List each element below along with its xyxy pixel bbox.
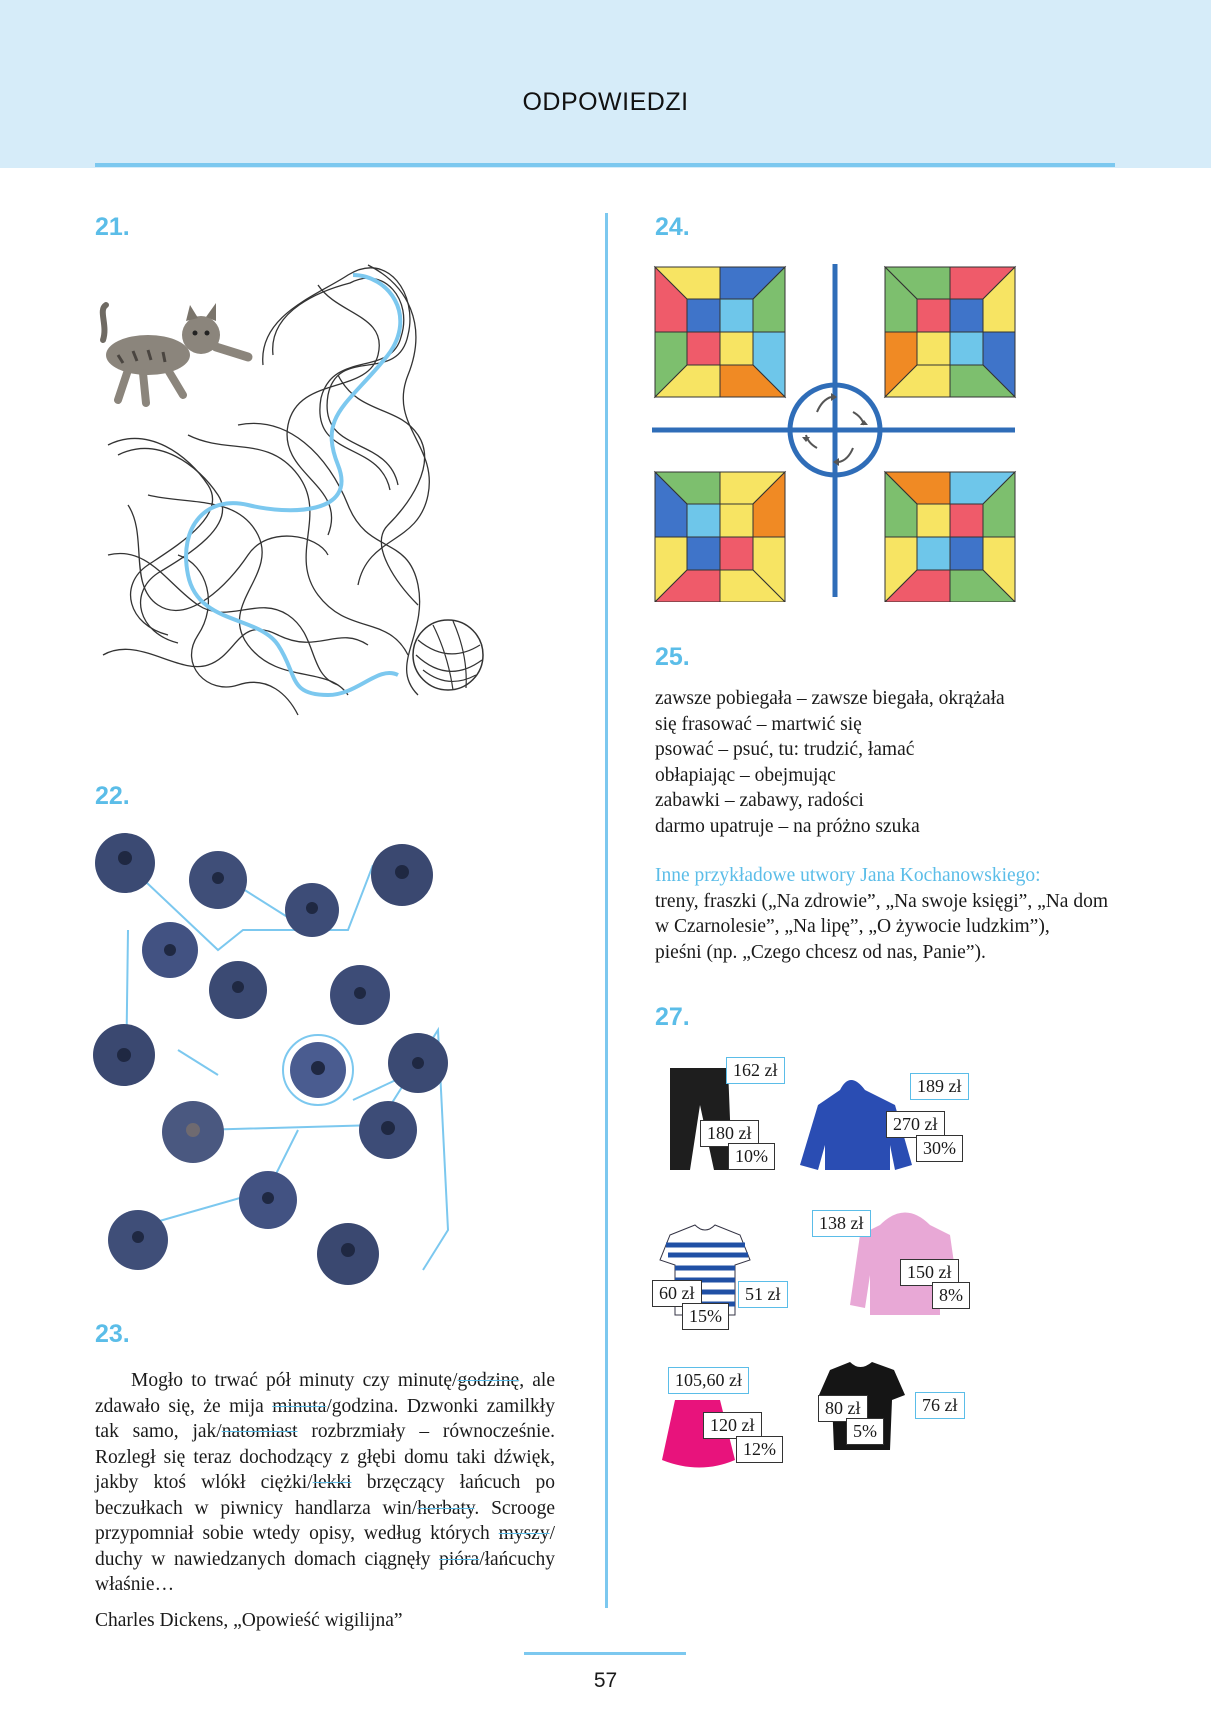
text-span: / duchy w nawiedzanych domach ciągnęły	[95, 1523, 555, 1570]
pants-answer-tag: 162 zł	[726, 1057, 785, 1084]
skirt-answer-tag: 105,60 zł	[668, 1367, 749, 1394]
text-span: , ale zdawało się, że mija	[95, 1370, 555, 1417]
q25-line: się frasować – martwić się	[655, 713, 862, 735]
footer-rule	[524, 1652, 686, 1655]
question-number-27: 27.	[655, 1003, 690, 1031]
text-span: Mogło to trwać pół minuty czy minutę/	[131, 1370, 458, 1391]
text-span: /łańcuchy właśnie…	[95, 1548, 555, 1595]
square-bottom-right	[885, 472, 1015, 602]
crossed-word: myszy	[498, 1523, 550, 1544]
question-number-25: 25.	[655, 643, 690, 671]
jacket-discount-tag: 30%	[916, 1135, 963, 1162]
crossed-word: herbaty	[417, 1497, 475, 1519]
question-number-21: 21.	[95, 213, 130, 241]
hoodie-answer-tag: 138 zł	[812, 1210, 871, 1237]
skirt-discount-tag: 12%	[736, 1436, 783, 1463]
hoodie-price-tag: 150 zł	[900, 1259, 959, 1286]
crossed-word: natomiast	[221, 1421, 298, 1442]
pants-price-tag: 180 zł	[700, 1120, 759, 1147]
page-header	[0, 0, 1211, 168]
q23-paragraph	[95, 1368, 555, 1598]
jacket-answer-tag: 189 zł	[910, 1073, 969, 1100]
q25-examples-line: treny, fraszki („Na zdrowie”, „Na swoje księgi”, „Na dom	[655, 890, 1109, 912]
text-span: brzęczący łańcuch po beczułkach w piwnicy handlarza win/	[95, 1472, 555, 1519]
hoodie-discount-tag: 8%	[932, 1282, 970, 1309]
q25-examples-line: w Czarnolesie”, „Na lipę”, „O żywocie ludzkim”),	[655, 916, 1050, 937]
text-span: /godzina. Dzwonki zamilkły tak samo, jak/	[95, 1395, 555, 1442]
tshirt-answer-tag: 51 zł	[738, 1281, 788, 1308]
pants-icon	[670, 1068, 732, 1170]
maze-tangle	[103, 265, 429, 715]
square-bottom-left	[655, 472, 785, 602]
q23-passage	[95, 1368, 555, 1598]
q25-line: obłapiając – obejmując	[655, 764, 836, 786]
text-span: rozbrzmiały – równocześnie. Rozległ się teraz dochodzący z głębi domu taki dźwięk, jakby ktoś wlókł ciężki/	[95, 1421, 555, 1493]
question-number-23: 23.	[95, 1320, 130, 1348]
q25-line: darmo upatruje – na próżno szuka	[655, 815, 920, 837]
text-span: . Scrooge przypomniał sobie wtedy opisy, według których	[95, 1497, 555, 1544]
q25-line: psować – psuć, tu: trudzić, łamać	[655, 739, 915, 760]
crossed-word: godzinę	[457, 1370, 520, 1391]
blueberries-illustration	[88, 830, 488, 1300]
shirt-price-tag: 80 zł	[818, 1395, 868, 1422]
crossed-word: minuta	[272, 1395, 327, 1417]
square-top-left	[655, 267, 785, 397]
q25-line: zawsze pobiegała – zawsze biegała, okrążała	[655, 688, 1005, 709]
shirt-answer-tag: 76 zł	[915, 1392, 965, 1419]
page-number: 57	[593, 1669, 618, 1692]
rotation-puzzle	[650, 262, 1025, 602]
shirt-discount-tag: 5%	[846, 1418, 884, 1445]
tshirt-price-tag: 60 zł	[652, 1280, 702, 1307]
crossed-word: pióra	[439, 1548, 480, 1570]
q25-examples-line: pieśni (np. „Czego chcesz od nas, Panie”).	[655, 941, 986, 963]
blueberry-icons	[93, 833, 448, 1285]
question-number-24: 24.	[655, 213, 690, 241]
q25-examples-heading: Inne przykładowe utwory Jana Kochanowskiego:	[655, 865, 1041, 886]
skirt-price-tag: 120 zł	[703, 1412, 762, 1439]
q25-answer-list	[655, 686, 1125, 965]
q25-line: zabawki – zabawy, radości	[655, 790, 864, 811]
maze-illustration	[88, 255, 488, 745]
tshirt-discount-tag: 15%	[682, 1303, 729, 1330]
page-title: ODPOWIEDZI	[522, 88, 689, 116]
yarn-ball-icon	[413, 620, 483, 690]
question-number-22: 22.	[95, 782, 130, 810]
pants-discount-tag: 10%	[728, 1143, 775, 1170]
column-divider	[605, 213, 608, 1608]
square-top-right	[885, 267, 1015, 397]
q23-credit: Charles Dickens, „Opowieść wigilijna”	[95, 1610, 403, 1631]
crossed-word: lekki	[312, 1472, 352, 1493]
cat-icon	[103, 303, 248, 403]
header-rule	[95, 163, 1115, 167]
jacket-price-tag: 270 zł	[886, 1111, 945, 1138]
